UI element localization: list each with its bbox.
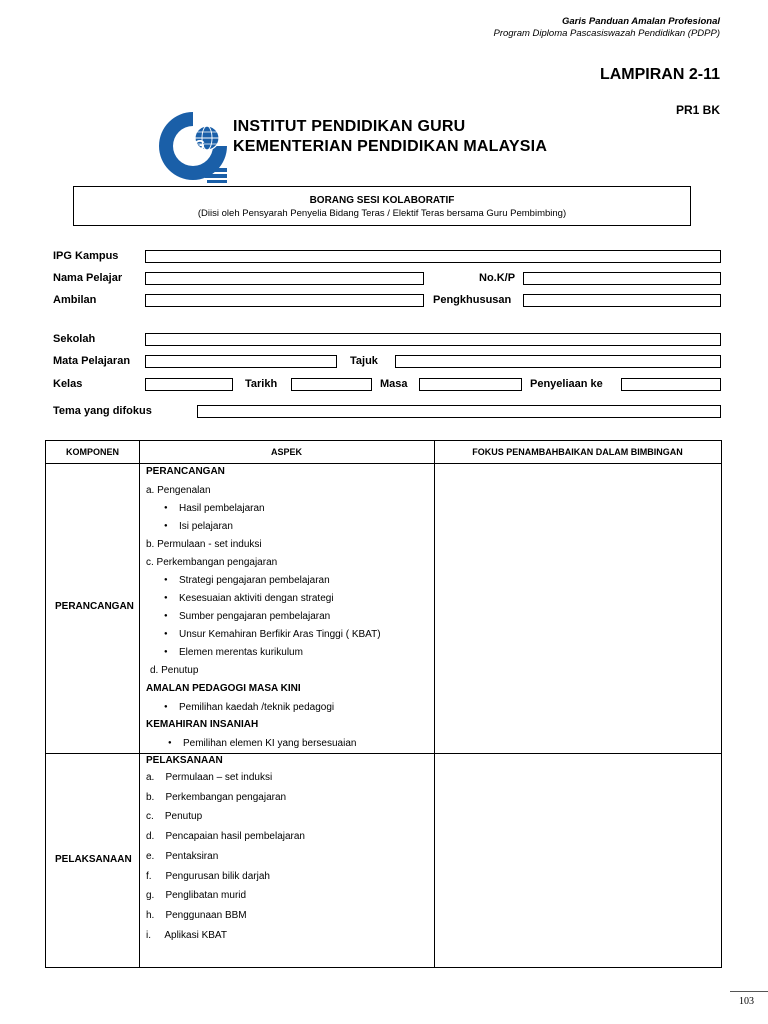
list-item: ● Hasil pembelajaran [179, 503, 265, 514]
list-item: c. Penutup [146, 811, 203, 822]
guideline-title: Garis Panduan Amalan Profesional [561, 16, 720, 27]
ipg-logo-icon [155, 108, 231, 184]
program-title: Program Diploma Pascasiswazah Pendidikan (PDPP) [493, 28, 720, 39]
page-number-rule [730, 991, 768, 992]
col-header-fokus: FOKUS PENAMBAHBAIKAN DALAM BIMBINGAN [472, 447, 683, 457]
penyeliaan-ke-label: Penyeliaan ke [530, 378, 603, 390]
tajuk-field[interactable] [395, 355, 721, 368]
masa-label: Masa [380, 378, 408, 390]
col-header-komponen: KOMPONEN [65, 447, 119, 457]
col-header-aspek: ASPEK [270, 447, 302, 457]
institution-name: INSTITUT PENDIDIKAN GURU [233, 118, 466, 135]
appendix-label: LAMPIRAN 2-11 [599, 66, 720, 83]
kelas-field[interactable] [145, 378, 233, 391]
fokus-perancangan-cell[interactable] [435, 464, 721, 753]
list-item: ● Pemilihan elemen KI yang bersesuaian [183, 738, 356, 749]
kelas-label: Kelas [53, 378, 83, 390]
list-item: ● Elemen merentas kurikulum [179, 647, 303, 658]
mata-pelajaran-field[interactable] [145, 355, 337, 368]
sekolah-field[interactable] [145, 333, 721, 346]
tema-label: Tema yang difokus [53, 405, 152, 417]
list-item: e. Pentaksiran [146, 851, 219, 862]
form-code: PR1 BK [675, 103, 720, 117]
list-item: b. Permulaan - set induksi [146, 539, 262, 550]
list-item: h. Penggunaan BBM [146, 910, 247, 921]
pengkhususan-label: Pengkhususan [433, 294, 512, 306]
ministry-name: KEMENTERIAN PENDIDIKAN MALAYSIA [233, 138, 548, 155]
section-amalan-pedagogi: AMALAN PEDAGOGI MASA KINI [146, 683, 301, 694]
nama-pelajar-label: Nama Pelajar [53, 272, 123, 284]
list-item: ● Isi pelajaran [179, 521, 233, 532]
tajuk-label: Tajuk [350, 355, 378, 367]
list-item: a. Pengenalan [146, 485, 211, 496]
tema-field[interactable] [197, 405, 721, 418]
section-pelaksanaan: PELAKSANAAN [146, 755, 223, 766]
list-item: ● Pemilihan kaedah /teknik pedagogi [179, 702, 334, 713]
penyeliaan-ke-field[interactable] [621, 378, 721, 391]
logo-text: IPG [179, 137, 205, 154]
ambilan-label: Ambilan [53, 294, 97, 306]
list-item: a. Permulaan – set induksi [146, 772, 273, 783]
list-item: d. Penutup [150, 665, 199, 676]
list-item: ● Kesesuaian aktiviti dengan strategi [179, 593, 334, 604]
form-title-box [73, 186, 691, 226]
nama-pelajar-field[interactable] [145, 272, 424, 285]
form-title: BORANG SESI KOLABORATIF [309, 195, 455, 206]
list-item: ● Sumber pengajaran pembelajaran [179, 611, 330, 622]
list-item: b. Perkembangan pengajaran [146, 792, 287, 803]
masa-field[interactable] [419, 378, 522, 391]
list-item: f. Pengurusan bilik darjah [146, 871, 270, 882]
sekolah-label: Sekolah [53, 333, 96, 345]
list-item: d. Pencapaian hasil pembelajaran [146, 831, 305, 842]
tarikh-label: Tarikh [245, 378, 278, 390]
fokus-pelaksanaan-cell[interactable] [435, 754, 721, 967]
component-perancangan: PERANCANGAN [55, 601, 134, 612]
form-subtitle: (Diisi oleh Pensyarah Penyelia Bidang Teras / Elektif Teras bersama Guru Pembimbing) [197, 208, 567, 219]
no-kp-field[interactable] [523, 272, 721, 285]
tarikh-field[interactable] [291, 378, 372, 391]
section-kemahiran-insaniah: KEMAHIRAN INSANIAH [146, 719, 259, 730]
list-item: i. Aplikasi KBAT [146, 930, 227, 941]
mata-pelajaran-label: Mata Pelajaran [53, 355, 131, 367]
no-kp-label: No.K/P [479, 272, 516, 284]
page-number: 103 [739, 996, 754, 1007]
pengkhususan-field[interactable] [523, 294, 721, 307]
component-pelaksanaan: PELAKSANAAN [55, 854, 132, 865]
ipg-kampus-field[interactable] [145, 250, 721, 263]
list-item: g. Penglibatan murid [146, 890, 247, 901]
ambilan-field[interactable] [145, 294, 424, 307]
list-item: c. Perkembangan pengajaran [146, 557, 278, 568]
list-item: ● Unsur Kemahiran Berfikir Aras Tinggi ( KBAT) [179, 629, 381, 640]
table-divider [139, 441, 140, 967]
ipg-kampus-label: IPG Kampus [53, 250, 119, 262]
list-item: ● Strategi pengajaran pembelajaran [179, 575, 330, 586]
section-perancangan: PERANCANGAN [146, 466, 225, 477]
assessment-table [45, 440, 722, 968]
